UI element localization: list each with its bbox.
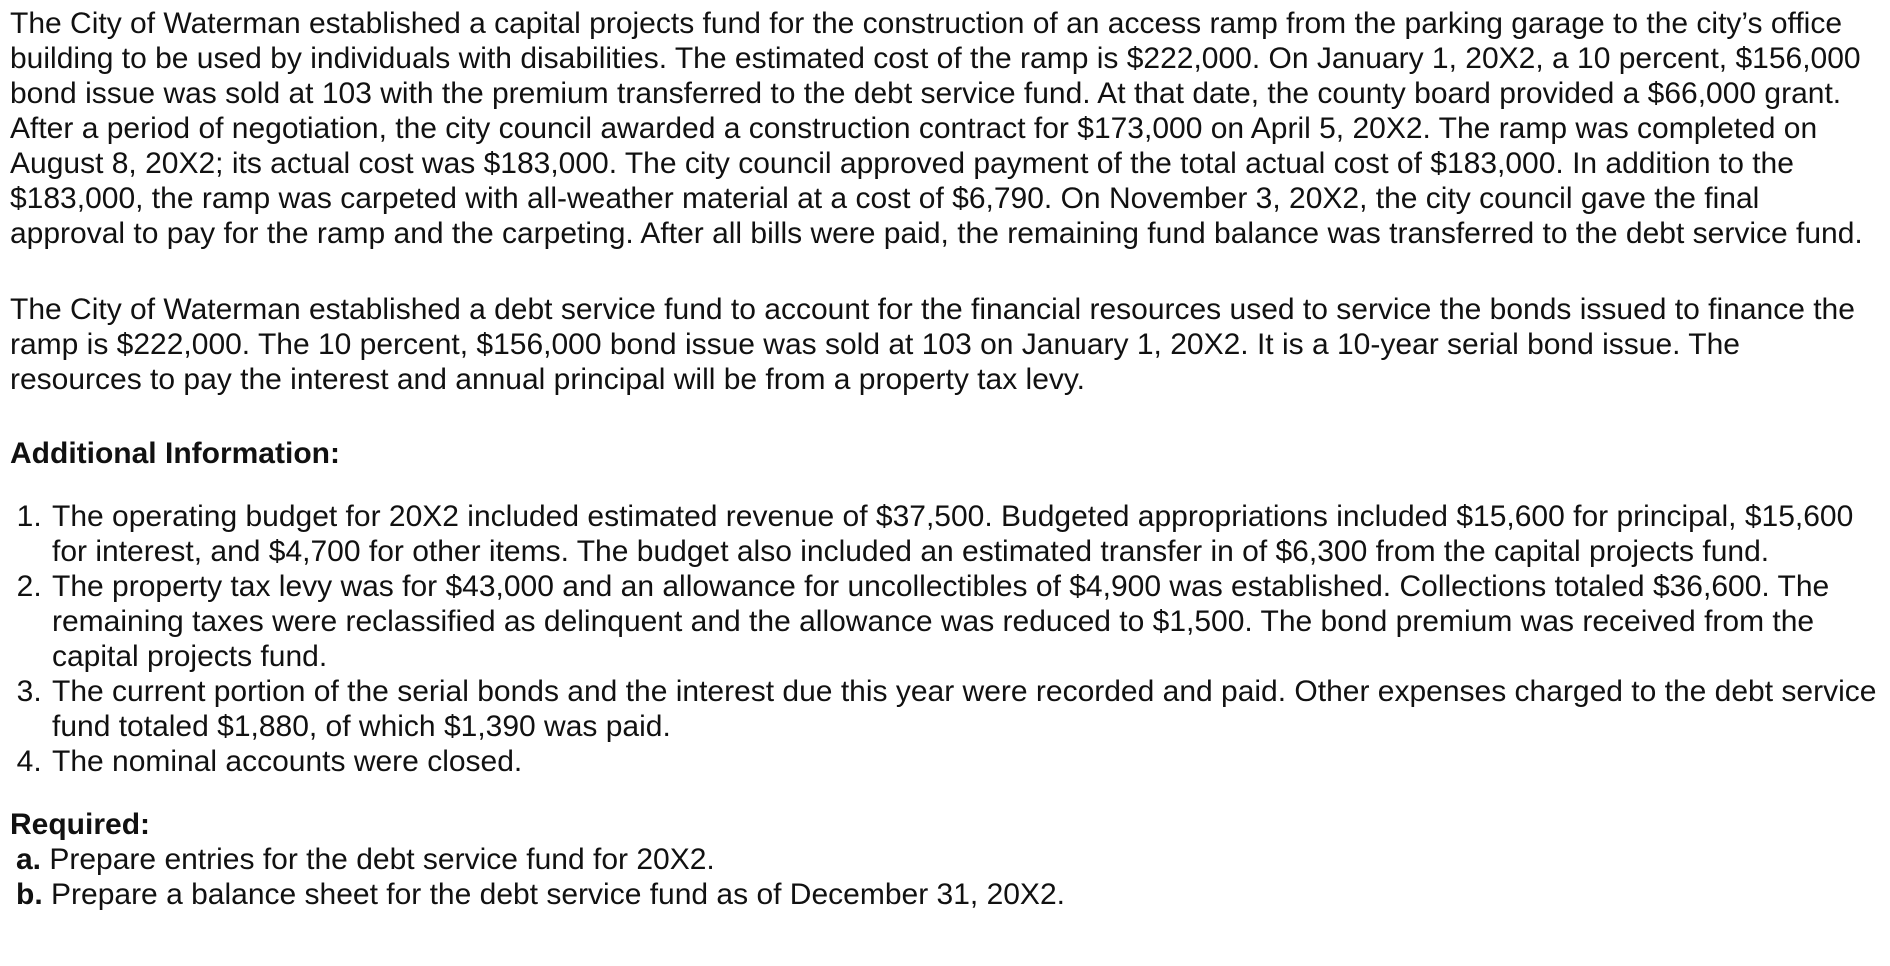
additional-information-list xyxy=(10,499,1880,779)
list-item: 1. The operating budget for 20X2 included estimated revenue of $37,500. Budgeted appropriations included $15,600 for principal, $15,600 for interest, and $4,700 for other items. The budget also included an estimated transfer in of $6,300 from the capital projects fund. xyxy=(50,499,1880,569)
debt-service-paragraph: The City of Waterman established a debt service fund to account for the financial resources used to service the bonds issued to finance the ramp is $222,000. The 10 percent, $156,000 bond issue was sold at 103 on January 1, 20X2. It is a 10-year serial bond issue. The resources to pay the interest and annual principal will be from a property tax levy. xyxy=(10,293,1855,396)
required-item-text: Prepare a balance sheet for the debt service fund as of December 31, 20X2. xyxy=(51,878,1065,911)
required-heading: Required: xyxy=(10,808,151,841)
capital-projects-paragraph: The City of Waterman established a capital projects fund for the construction of an access ramp from the parking garage to the city’s office building to be used by individuals with disabilities. The estimated cost of the ramp is $222,000. On January 1, 20X2, a 10 percent, $156,000 bond issue was sold at 103 with the premium transferred to the debt service fund. At that date, the county board provided a $66,000 grant. After a period of negotiation, the city council awarded a construction contract for $173,000 on April 5, 20X2. The ramp was completed on August 8, 20X2; its actual cost was $183,000. The city council approved payment of the total actual cost of $183,000. In addition to the $183,000, the ramp was carpeted with all-weather material at a cost of $6,790. On November 3, 20X2, the city council gave the final approval to pay for the ramp and the carpeting. After all bills were paid, the remaining fund balance was transferred to the debt service fund. xyxy=(10,7,1863,250)
list-item: 2. The property tax levy was for $43,000 and an allowance for uncollectibles of $4,900 was established. Collections totaled $36,600. The remaining taxes were reclassified as delinquent and the allowance was reduced to $1,500. The bond premium was received from the capital projects fund. xyxy=(50,569,1880,674)
list-item: 4. The nominal accounts were closed. xyxy=(50,744,1880,779)
required-item-letter: b. xyxy=(16,878,43,911)
required-item-letter: a. xyxy=(16,843,42,876)
additional-information-heading: Additional Information: xyxy=(10,437,340,470)
required-item-a xyxy=(16,842,1880,877)
required-item-b xyxy=(16,877,1880,912)
required-item-text: Prepare entries for the debt service fund for 20X2. xyxy=(49,843,715,876)
list-item: 3. The current portion of the serial bonds and the interest due this year were recorded and paid. Other expenses charged to the debt service fund totaled $1,880, of which $1,390 was paid. xyxy=(50,674,1880,744)
